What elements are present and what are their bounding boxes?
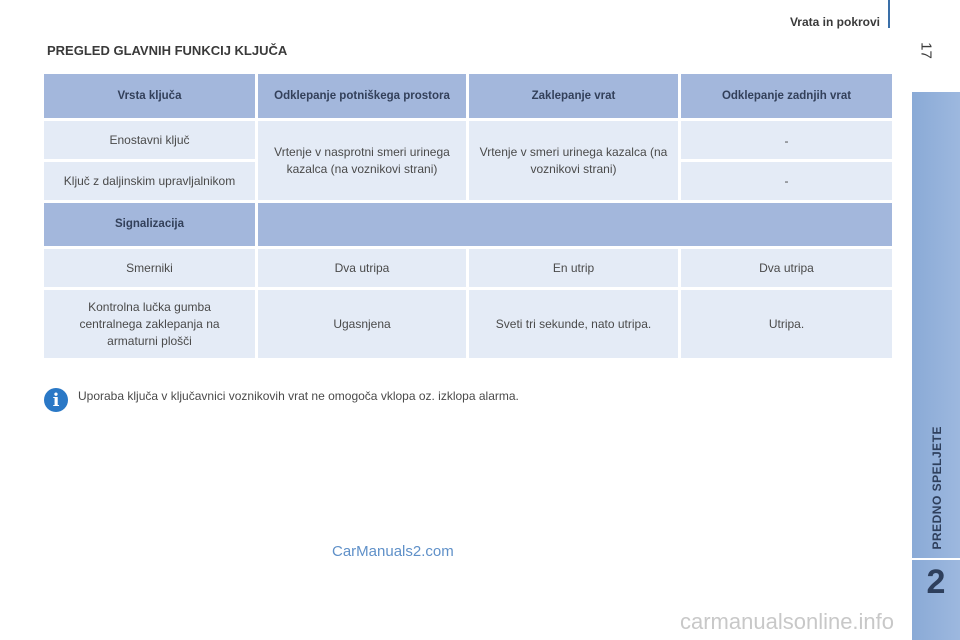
side-tab-label-text: PREDNO SPELJETE	[930, 426, 944, 550]
side-tab-divider	[912, 558, 960, 560]
signal-indicators-rear: Dva utripa	[681, 249, 892, 287]
header-unlock-cabin: Odklepanje potniškega prostora	[258, 74, 466, 118]
signal-indicators: Smerniki	[44, 249, 255, 287]
key-type-remote: Ključ z daljinskim upravljalnikom	[44, 162, 255, 200]
signal-indicators-lock: En utrip	[469, 249, 678, 287]
watermark-carmanualsonline: carmanualsonline.info	[680, 609, 895, 634]
signal-lamp-unlock: Ugasnjena	[258, 290, 466, 358]
watermark-carmanuals2: CarManuals2.com	[332, 543, 454, 560]
header-rear-unlock: Odklepanje zadnjih vrat	[681, 74, 892, 118]
chapter-number: 2	[926, 563, 946, 601]
key-type-simple: Enostavni ključ	[44, 121, 255, 159]
rear-unlock-simple: -	[681, 121, 892, 159]
rear-unlock-remote: -	[681, 162, 892, 200]
signal-indicators-unlock: Dva utripa	[258, 249, 466, 287]
info-text: Uporaba ključa v ključavnici voznikovih vrat ne omogoča vklopa oz. izklopa alarma.	[78, 389, 519, 403]
info-note	[44, 388, 519, 412]
info-icon: i	[44, 388, 68, 412]
signal-lamp-lock: Sveti tri sekunde, nato utripa.	[469, 290, 678, 358]
signal-lamp-rear: Utripa.	[681, 290, 892, 358]
unlock-cabin-value: Vrtenje v nasprotni smeri urinega kazalca (na voznikovi strani)	[258, 121, 466, 200]
side-tab-label	[914, 300, 960, 550]
signal-lamp: Kontrolna lučka gumba centralnega zaklepanja na armaturni plošči	[44, 290, 255, 358]
lock-doors-value: Vrtenje v smeri urinega kazalca (na voznikovi strani)	[469, 121, 678, 200]
key-functions-table	[44, 74, 892, 360]
header-title: Vrata in pokrovi	[789, 15, 880, 29]
header-lock-doors: Zaklepanje vrat	[469, 74, 678, 118]
header-key-type: Vrsta ključa	[44, 74, 255, 118]
signal-header-fill	[258, 203, 892, 246]
section-title: PREGLED GLAVNIH FUNKCIJ KLJUČA	[47, 43, 288, 58]
signal-header: Signalizacija	[44, 203, 255, 246]
page-number: 17	[917, 42, 935, 59]
header-rule	[888, 0, 890, 28]
